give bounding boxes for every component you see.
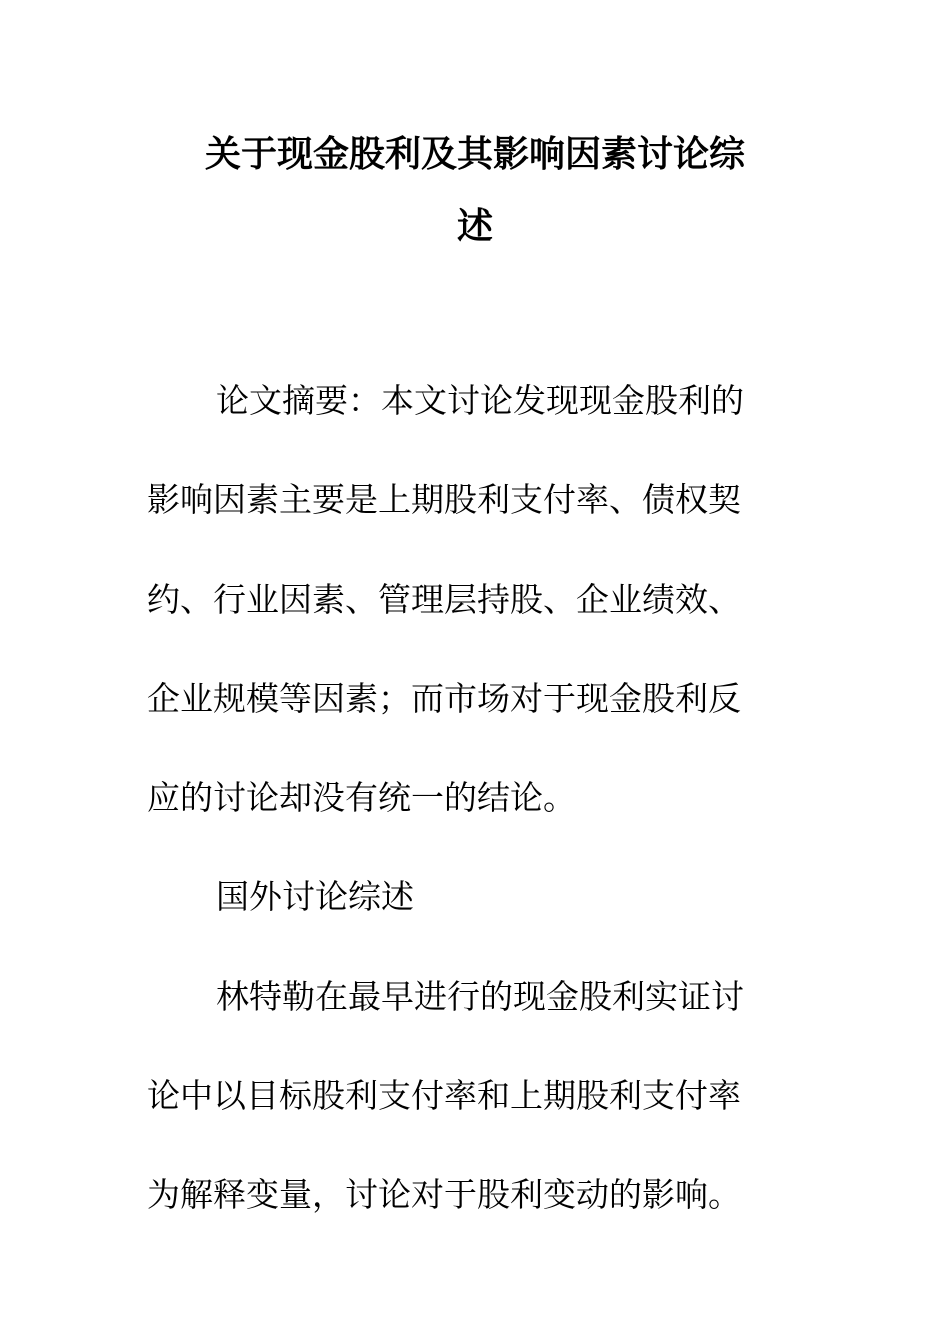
abstract-line-5: 应的讨论却没有统一的结论。 [147,778,576,817]
section-heading: 国外讨论综述 [216,877,414,916]
abstract-line-1: 论文摘要：本文讨论发现现金股利的 [216,381,744,420]
body-line-2: 论中以目标股利支付率和上期股利支付率 [147,1076,741,1115]
document-title-line-1: 关于现金股利及其影响因素讨论综 [204,134,745,175]
body-line-3: 为解释变量，讨论对于股利变动的影响。 [147,1175,741,1214]
abstract-line-4: 企业规模等因素；而市场对于现金股利反 [147,679,741,718]
body-line-1: 林特勒在最早进行的现金股利实证讨 [216,977,744,1016]
abstract-line-3: 约、行业因素、管理层持股、企业绩效、 [147,580,741,619]
document-title-line-2: 述 [456,206,493,247]
abstract-line-2: 影响因素主要是上期股利支付率、债权契 [147,480,741,519]
